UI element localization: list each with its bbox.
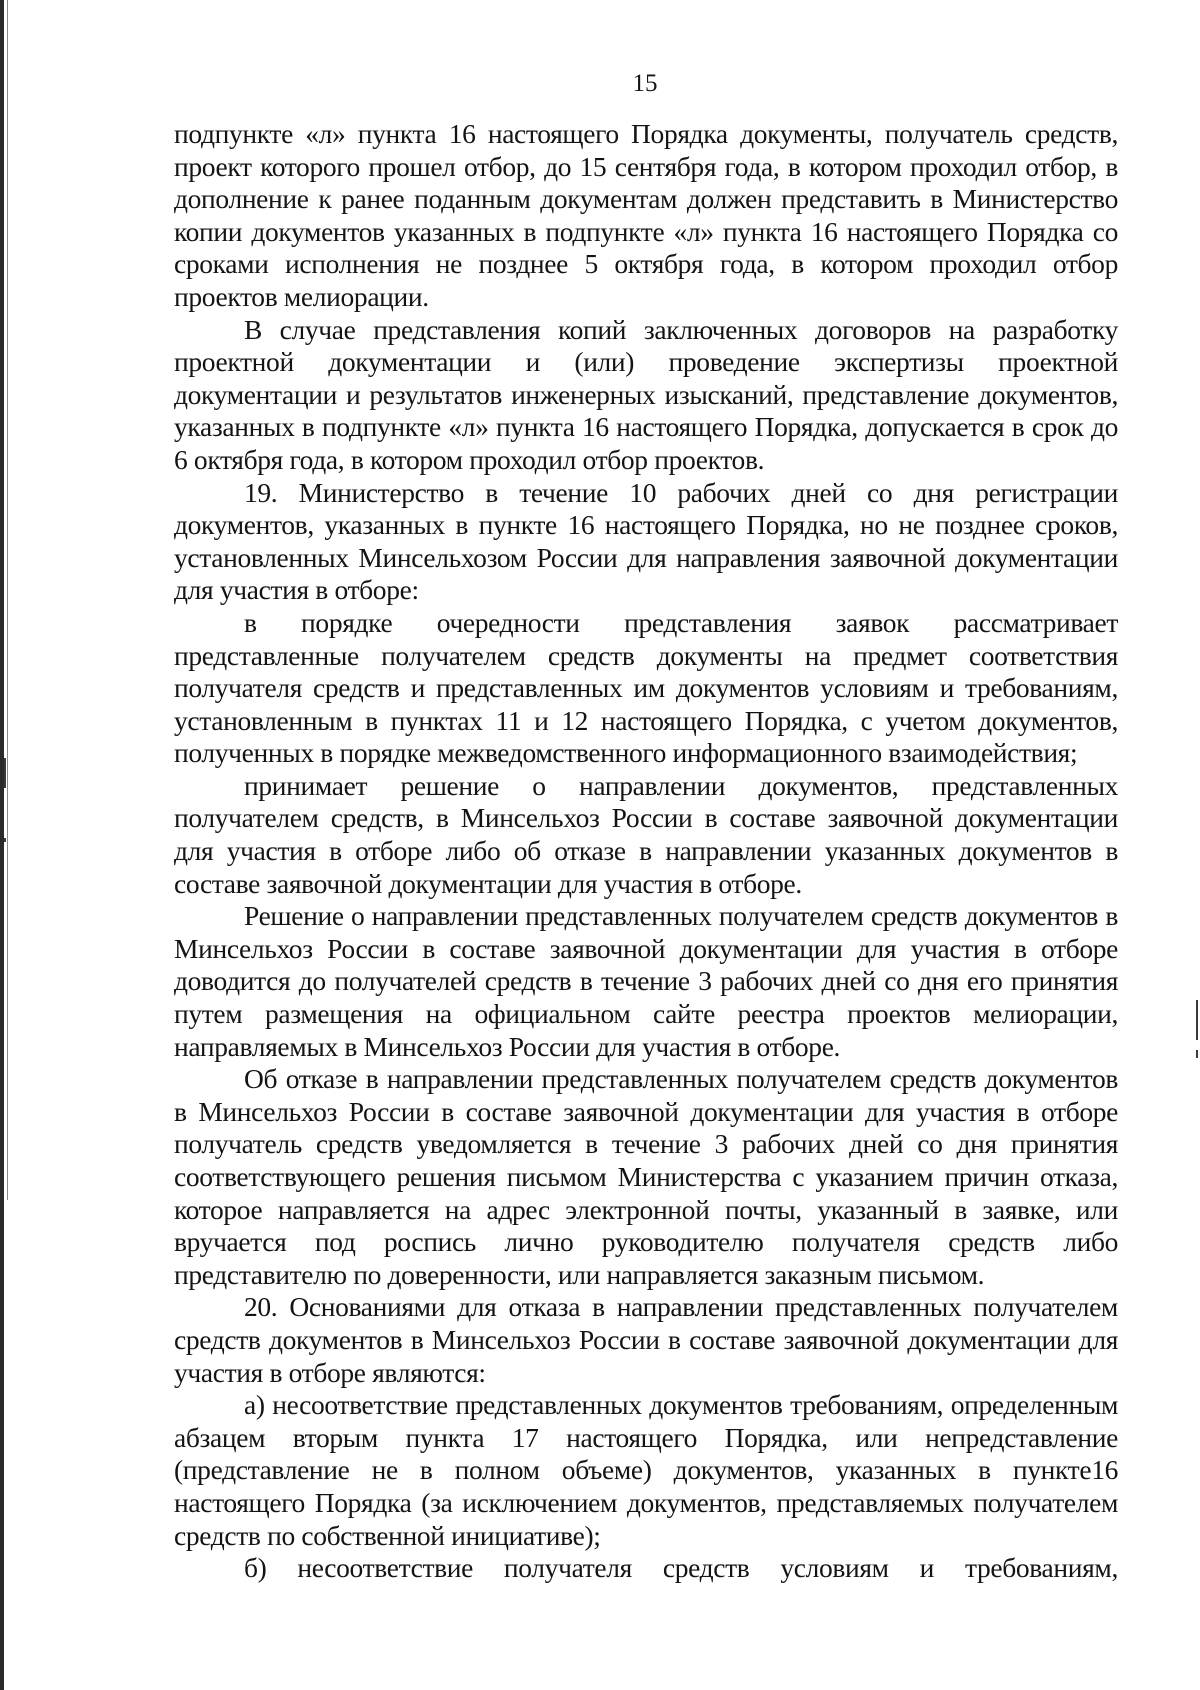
scan-mark — [1196, 1050, 1198, 1058]
paragraph: в порядке очередности представления заявок рассматривает представленные получателем средств документы на предмет соответствия получателя средств и представленных им документов условиям и требованиям, установленным в пунктах 11 и 12 настоящего Порядка, с учетом документов, полученных в порядке межведомственного информационного взаимодействия; — [174, 606, 1118, 769]
paragraph: принимает решение о направлении документов, представленных получателем средств, в Минсельхоз России в составе заявочной документации для участия в отборе либо об отказе в направлении указанных документов в составе заявочной документации для участия в отборе. — [174, 769, 1118, 899]
scan-mark — [1196, 1000, 1198, 1040]
scan-mark — [4, 838, 6, 842]
scan-edge-left — [0, 0, 4, 1690]
document-body — [174, 118, 1118, 1585]
scan-mark — [4, 758, 6, 788]
paragraph: подпункте «л» пункта 16 настоящего Порядка документы, получатель средств, проект которого прошел отбор, до 15 сентября года, в котором проходил отбор, в дополнение к ранее поданным документам должен представить в Министерство копии документов указанных в подпункте «л» пункта 16 настоящего Порядка со сроками исполнения не позднее 5 октября года, в котором проходил отбор проектов мелиорации. — [174, 118, 1118, 312]
page-number: 15 — [632, 70, 658, 97]
paragraph: В случае представления копий заключенных договоров на разработку проектной документации и (или) проведение экспертизы проектной документации и результатов инженерных изысканий, представление документов, указанных в подпункте «л» пункта 16 настоящего Порядка, допускается в срок до 6 октября года, в котором проходил отбор проектов. — [174, 313, 1118, 475]
paragraph: б) несоответствие получателя средств условиям и требованиям, — [244, 1552, 1118, 1584]
paragraph: 20. Основаниями для отказа в направлении представленных получателем средств документов в Минсельхоз России в составе заявочной документации для участия в отборе являются: — [174, 1291, 1118, 1388]
paragraph: 19. Министерство в течение 10 рабочих дней со дня регистрации документов, указанных в пункте 16 настоящего Порядка, но не позднее сроков, установленных Минсельхозом России для направления заявочной документации для участия в отборе: — [174, 476, 1118, 606]
paragraph: Об отказе в направлении представленных получателем средств документов в Минсельхоз России в составе заявочной документации для участия в отборе получатель средств уведомляется в течение 3 рабочих дней со дня принятия соответствующего решения письмом Министерства с указанием причин отказа, которое направляется на адрес электронной почты, указанный в заявке, или вручается под роспись лично руководителю получателя средств либо представителю по доверенности, или направляется заказным письмом. — [174, 1063, 1118, 1290]
scan-edge-line — [7, 0, 8, 1200]
paragraph: а) несоответствие представленных документов требованиям, определенным абзацем вторым пункта 17 настоящего Порядка, или непредставление (представление не в полном объеме) документов, указанных в пункте16 настоящего Порядка (за исключением документов, представляемых получателем средств по собственной инициативе); — [174, 1389, 1118, 1551]
paragraph: Решение о направлении представленных получателем средств документов в Минсельхоз России в составе заявочной документации для участия в отборе доводится до получателей средств в течение 3 рабочих дней со дня его принятия путем размещения на официальном сайте реестра проектов мелиорации, направляемых в Минсельхоз России для участия в отборе. — [174, 900, 1118, 1062]
